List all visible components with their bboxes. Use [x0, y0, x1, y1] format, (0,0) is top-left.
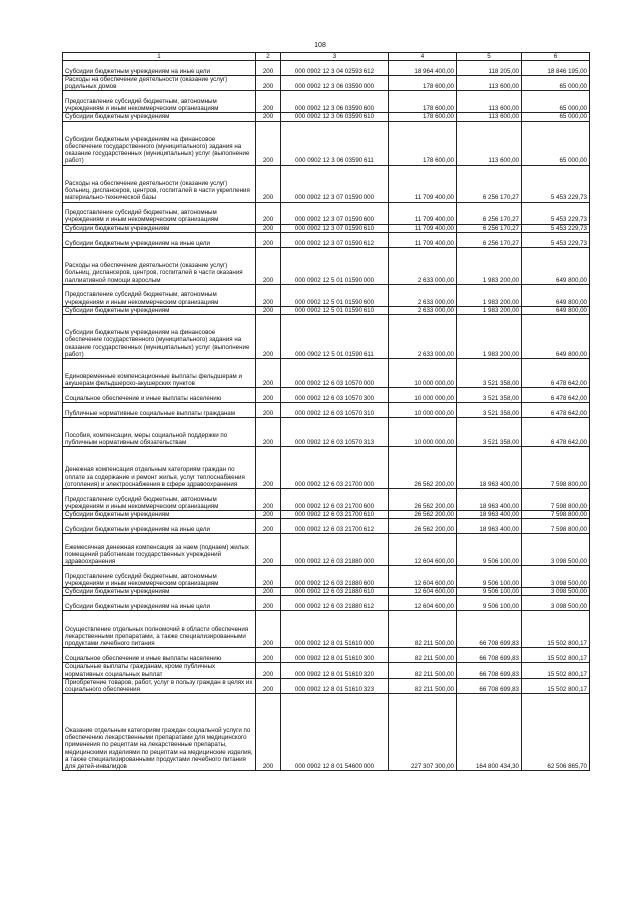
row-kbk-cell: 000 0902 12 6 03 21880 612 [281, 596, 389, 611]
approved-amount-cell: 12 604 600,00 [389, 596, 457, 611]
row-code-cell: 200 [256, 511, 281, 519]
table-row [63, 611, 590, 648]
row-name-cell: Денежная компенсация отдельным категориям граждан по оплате за содержание и ремонт жилья, услуг теплоснабжения (отопления) и электроснабжения в сфере здравоохранения [63, 447, 256, 489]
row-kbk-cell: 000 0902 12 8 01 51610 320 [281, 663, 389, 678]
remaining-amount-cell: 7 598 800,00 [522, 447, 590, 489]
approved-amount-cell: 2 633 000,00 [389, 315, 457, 359]
approved-amount-cell: 26 562 200,00 [389, 511, 457, 519]
row-kbk-cell: 000 0902 12 5 01 01590 600 [281, 284, 389, 306]
table-row [63, 284, 590, 306]
row-code-cell: 200 [256, 388, 281, 403]
approved-amount-cell: 12 604 600,00 [389, 588, 457, 596]
remaining-amount-cell: 5 453 229,73 [522, 165, 590, 202]
approved-amount-cell: 10 000 000,00 [389, 359, 457, 388]
table-row [63, 113, 590, 121]
approved-amount-cell: 2 633 000,00 [389, 306, 457, 314]
executed-amount-cell: 113 600,00 [457, 76, 522, 91]
executed-amount-cell: 118 205,00 [457, 61, 522, 76]
table-row [63, 247, 590, 284]
table-row [63, 403, 590, 418]
table-row [63, 489, 590, 511]
table-row [63, 596, 590, 611]
remaining-amount-cell: 65 000,00 [522, 91, 590, 113]
row-name-cell: Ежемесячная денежная компенсация за наем (поднаем) жилых помещений работникам государственных учреждений здравоохранения [63, 534, 256, 566]
table-row [63, 678, 590, 693]
table-row [63, 121, 590, 165]
approved-amount-cell: 178 600,00 [389, 121, 457, 165]
executed-amount-cell: 66 708 699,83 [457, 611, 522, 648]
row-code-cell: 200 [256, 61, 281, 76]
executed-amount-cell: 66 708 699,83 [457, 648, 522, 663]
approved-amount-cell: 18 964 400,00 [389, 61, 457, 76]
row-code-cell: 200 [256, 91, 281, 113]
row-name-cell: Субсидии бюджетным учреждениям [63, 588, 256, 596]
row-name-cell: Предоставление субсидий бюджетным, автономным учреждениям и иным некоммерческим организациям [63, 284, 256, 306]
row-code-cell: 200 [256, 534, 281, 566]
remaining-amount-cell: 5 453 229,73 [522, 224, 590, 232]
row-name-cell: Единовременные компенсационные выплаты фельдшерам и акушерам фельдшерско-акушерских пунктов [63, 359, 256, 388]
row-name-cell: Публичные нормативные социальные выплаты гражданам [63, 403, 256, 418]
row-name-cell: Расходы на обеспечение деятельности (оказание услуг) больниц, диспансеров, центров, госпиталей в части оказания паллиативной помощи взрослым [63, 247, 256, 284]
table-row [63, 418, 590, 447]
row-code-cell: 200 [256, 418, 281, 447]
remaining-amount-cell: 15 502 800,17 [522, 678, 590, 693]
row-code-cell: 200 [256, 596, 281, 611]
remaining-amount-cell: 649 800,00 [522, 247, 590, 284]
row-name-cell: Расходы на обеспечение деятельности (оказание услуг) больниц, диспансеров, центров, госпиталей в части укрепления материально-технической базы [63, 165, 256, 202]
table-row [63, 566, 590, 588]
approved-amount-cell: 11 709 400,00 [389, 202, 457, 224]
table-row [63, 61, 590, 76]
table-row [63, 224, 590, 232]
row-code-cell: 200 [256, 694, 281, 771]
remaining-amount-cell: 7 598 800,00 [522, 519, 590, 534]
row-kbk-cell: 000 0902 12 3 07 01590 610 [281, 224, 389, 232]
remaining-amount-cell: 15 502 800,17 [522, 611, 590, 648]
row-name-cell: Предоставление субсидий бюджетным, автономным учреждениям и иным некоммерческим организациям [63, 202, 256, 224]
approved-amount-cell: 26 562 200,00 [389, 447, 457, 489]
executed-amount-cell: 113 600,00 [457, 113, 522, 121]
table-row [63, 663, 590, 678]
row-name-cell: Субсидии бюджетным учреждениям [63, 306, 256, 314]
executed-amount-cell: 1 983 200,00 [457, 315, 522, 359]
executed-amount-cell: 9 506 100,00 [457, 596, 522, 611]
row-kbk-cell: 000 0902 12 6 03 21700 600 [281, 489, 389, 511]
approved-amount-cell: 178 600,00 [389, 76, 457, 91]
row-code-cell: 200 [256, 489, 281, 511]
row-kbk-cell: 000 0902 12 6 03 10570 310 [281, 403, 389, 418]
executed-amount-cell: 113 600,00 [457, 121, 522, 165]
column-header: 6 [522, 53, 590, 61]
table-row [63, 447, 590, 489]
executed-amount-cell: 3 521 358,00 [457, 359, 522, 388]
row-code-cell: 200 [256, 611, 281, 648]
remaining-amount-cell: 7 598 800,00 [522, 511, 590, 519]
row-name-cell: Субсидии бюджетным учреждениям [63, 511, 256, 519]
approved-amount-cell: 26 562 200,00 [389, 519, 457, 534]
column-header: 2 [256, 53, 281, 61]
row-code-cell: 200 [256, 202, 281, 224]
approved-amount-cell: 82 211 500,00 [389, 611, 457, 648]
executed-amount-cell: 18 963 400,00 [457, 489, 522, 511]
row-code-cell: 200 [256, 247, 281, 284]
remaining-amount-cell: 6 478 642,00 [522, 388, 590, 403]
table-row [63, 588, 590, 596]
executed-amount-cell: 1 983 200,00 [457, 284, 522, 306]
approved-amount-cell: 12 604 600,00 [389, 566, 457, 588]
page-number: 108 [314, 42, 326, 49]
remaining-amount-cell: 5 453 229,73 [522, 232, 590, 247]
row-name-cell: Социальные выплаты гражданам, кроме публичных нормативных социальных выплат [63, 663, 256, 678]
row-kbk-cell: 000 0902 12 6 03 21700 612 [281, 519, 389, 534]
row-name-cell: Субсидии бюджетным учреждениям [63, 224, 256, 232]
remaining-amount-cell: 6 478 642,00 [522, 359, 590, 388]
row-name-cell: Социальное обеспечение и иные выплаты населению [63, 648, 256, 663]
row-name-cell: Осуществление отдельных полномочий в области обеспечения лекарственными препаратами, а также специализированными продуктами лечебного питания [63, 611, 256, 648]
row-kbk-cell: 000 0902 12 6 03 10570 300 [281, 388, 389, 403]
remaining-amount-cell: 15 502 800,17 [522, 648, 590, 663]
row-kbk-cell: 000 0902 12 6 03 21880 610 [281, 588, 389, 596]
table-row [63, 165, 590, 202]
executed-amount-cell: 18 963 400,00 [457, 447, 522, 489]
row-kbk-cell: 000 0902 12 8 01 51610 323 [281, 678, 389, 693]
table-row [63, 534, 590, 566]
approved-amount-cell: 2 633 000,00 [389, 284, 457, 306]
row-kbk-cell: 000 0902 12 3 06 03590 000 [281, 76, 389, 91]
remaining-amount-cell: 18 846 195,00 [522, 61, 590, 76]
executed-amount-cell: 18 963 400,00 [457, 511, 522, 519]
column-header: 4 [389, 53, 457, 61]
column-header: 1 [63, 53, 256, 61]
table-row [63, 359, 590, 388]
row-code-cell: 200 [256, 165, 281, 202]
row-code-cell: 200 [256, 76, 281, 91]
executed-amount-cell: 9 506 100,00 [457, 588, 522, 596]
row-name-cell: Субсидии бюджетным учреждениям на иные цели [63, 596, 256, 611]
executed-amount-cell: 66 708 699,83 [457, 663, 522, 678]
row-name-cell: Субсидии бюджетным учреждениям на иные цели [63, 61, 256, 76]
row-kbk-cell: 000 0902 12 3 06 03590 610 [281, 113, 389, 121]
table-row [63, 232, 590, 247]
row-name-cell: Предоставление субсидий бюджетным, автономным учреждениям и иным некоммерческим организациям [63, 91, 256, 113]
remaining-amount-cell: 62 506 865,70 [522, 694, 590, 771]
row-code-cell: 200 [256, 566, 281, 588]
row-code-cell: 200 [256, 284, 281, 306]
approved-amount-cell: 10 000 000,00 [389, 388, 457, 403]
approved-amount-cell: 12 604 600,00 [389, 534, 457, 566]
remaining-amount-cell: 649 800,00 [522, 315, 590, 359]
table-row [63, 306, 590, 314]
row-kbk-cell: 000 0902 12 6 03 21700 000 [281, 447, 389, 489]
approved-amount-cell: 227 307 300,00 [389, 694, 457, 771]
row-name-cell: Субсидии бюджетным учреждениям [63, 113, 256, 121]
executed-amount-cell: 6 256 170,27 [457, 165, 522, 202]
row-code-cell: 200 [256, 648, 281, 663]
row-kbk-cell: 000 0902 12 6 03 21700 610 [281, 511, 389, 519]
row-kbk-cell: 000 0902 12 8 01 54600 000 [281, 694, 389, 771]
remaining-amount-cell: 65 000,00 [522, 121, 590, 165]
row-name-cell: Оказание отдельным категориям граждан социальной услуги по обеспечению лекарственными препаратами для медицинского применения по рецептам на лекарственные препараты, медицинскими изделиями по рецептам на медицинские изделия, а также специализированными продуктами лечебного питания для детей-инвалидов [63, 694, 256, 771]
row-code-cell: 200 [256, 447, 281, 489]
row-name-cell: Приобретение товаров, работ, услуг в пользу граждан в целях их социального обеспечения [63, 678, 256, 693]
approved-amount-cell: 178 600,00 [389, 113, 457, 121]
executed-amount-cell: 3 521 358,00 [457, 403, 522, 418]
executed-amount-cell: 66 708 699,83 [457, 678, 522, 693]
executed-amount-cell: 6 256 170,27 [457, 202, 522, 224]
row-code-cell: 200 [256, 403, 281, 418]
table-row [63, 388, 590, 403]
executed-amount-cell: 6 256 170,27 [457, 232, 522, 247]
row-name-cell: Субсидии бюджетным учреждениям на финансовое обеспечение государственного (муниципального) задания на оказание государственных (муниципальных) услуг (выполнение работ) [63, 315, 256, 359]
remaining-amount-cell: 3 098 500,00 [522, 596, 590, 611]
row-kbk-cell: 000 0902 12 3 07 01590 612 [281, 232, 389, 247]
row-kbk-cell: 000 0902 12 6 03 21880 600 [281, 566, 389, 588]
row-code-cell: 200 [256, 232, 281, 247]
row-name-cell: Расходы на обеспечение деятельности (оказание услуг) родильных домов [63, 76, 256, 91]
row-code-cell: 200 [256, 224, 281, 232]
column-header: 3 [281, 53, 389, 61]
approved-amount-cell: 11 709 400,00 [389, 224, 457, 232]
approved-amount-cell: 10 000 000,00 [389, 403, 457, 418]
row-kbk-cell: 000 0902 12 6 03 10570 313 [281, 418, 389, 447]
row-kbk-cell: 000 0902 12 3 04 02593 612 [281, 61, 389, 76]
approved-amount-cell: 11 709 400,00 [389, 165, 457, 202]
table-row [63, 694, 590, 771]
column-number-row [63, 53, 590, 61]
executed-amount-cell: 113 600,00 [457, 91, 522, 113]
approved-amount-cell: 82 211 500,00 [389, 678, 457, 693]
row-code-cell: 200 [256, 315, 281, 359]
row-code-cell: 200 [256, 678, 281, 693]
remaining-amount-cell: 65 000,00 [522, 76, 590, 91]
row-code-cell: 200 [256, 359, 281, 388]
table-row [63, 76, 590, 91]
executed-amount-cell: 6 256 170,27 [457, 224, 522, 232]
row-code-cell: 200 [256, 519, 281, 534]
row-name-cell: Предоставление субсидий бюджетным, автономным учреждениям и иным некоммерческим организациям [63, 489, 256, 511]
row-kbk-cell: 000 0902 12 3 07 01590 600 [281, 202, 389, 224]
table-row [63, 315, 590, 359]
row-code-cell: 200 [256, 306, 281, 314]
executed-amount-cell: 164 800 434,30 [457, 694, 522, 771]
row-name-cell: Субсидии бюджетным учреждениям на финансовое обеспечение государственного (муниципального) задания на оказание государственных (муниципальных) услуг (выполнение работ) [63, 121, 256, 165]
row-kbk-cell: 000 0902 12 3 06 03590 611 [281, 121, 389, 165]
executed-amount-cell: 9 506 100,00 [457, 566, 522, 588]
table-row [63, 519, 590, 534]
approved-amount-cell: 178 600,00 [389, 91, 457, 113]
row-name-cell: Пособия, компенсации, меры социальной поддержки по публичным нормативным обязательствам [63, 418, 256, 447]
executed-amount-cell: 18 963 400,00 [457, 519, 522, 534]
row-name-cell: Социальное обеспечение и иные выплаты населению [63, 388, 256, 403]
row-code-cell: 200 [256, 113, 281, 121]
approved-amount-cell: 2 633 000,00 [389, 247, 457, 284]
row-name-cell: Предоставление субсидий бюджетным, автономным учреждениям и иным некоммерческим организациям [63, 566, 256, 588]
executed-amount-cell: 1 983 200,00 [457, 247, 522, 284]
remaining-amount-cell: 6 478 642,00 [522, 403, 590, 418]
table-row [63, 202, 590, 224]
approved-amount-cell: 10 000 000,00 [389, 418, 457, 447]
row-kbk-cell: 000 0902 12 5 01 01590 611 [281, 315, 389, 359]
table-row [63, 511, 590, 519]
remaining-amount-cell: 5 453 229,73 [522, 202, 590, 224]
remaining-amount-cell: 649 800,00 [522, 284, 590, 306]
row-kbk-cell: 000 0902 12 3 07 01590 000 [281, 165, 389, 202]
row-kbk-cell: 000 0902 12 3 06 03590 600 [281, 91, 389, 113]
executed-amount-cell: 9 506 100,00 [457, 534, 522, 566]
row-kbk-cell: 000 0902 12 8 01 51610 000 [281, 611, 389, 648]
remaining-amount-cell: 7 598 800,00 [522, 489, 590, 511]
row-name-cell: Субсидии бюджетным учреждениям на иные цели [63, 519, 256, 534]
row-kbk-cell: 000 0902 12 5 01 01590 000 [281, 247, 389, 284]
remaining-amount-cell: 3 098 500,00 [522, 588, 590, 596]
row-code-cell: 200 [256, 121, 281, 165]
row-name-cell: Субсидии бюджетным учреждениям на иные цели [63, 232, 256, 247]
column-header: 5 [457, 53, 522, 61]
remaining-amount-cell: 3 098 500,00 [522, 566, 590, 588]
executed-amount-cell: 3 521 358,00 [457, 388, 522, 403]
approved-amount-cell: 82 211 500,00 [389, 648, 457, 663]
approved-amount-cell: 11 709 400,00 [389, 232, 457, 247]
executed-amount-cell: 1 983 200,00 [457, 306, 522, 314]
executed-amount-cell: 3 521 358,00 [457, 418, 522, 447]
budget-table [62, 52, 590, 771]
remaining-amount-cell: 649 800,00 [522, 306, 590, 314]
approved-amount-cell: 82 211 500,00 [389, 663, 457, 678]
remaining-amount-cell: 3 098 500,00 [522, 534, 590, 566]
row-code-cell: 200 [256, 663, 281, 678]
row-kbk-cell: 000 0902 12 5 01 01590 610 [281, 306, 389, 314]
remaining-amount-cell: 15 502 800,17 [522, 663, 590, 678]
approved-amount-cell: 26 562 200,00 [389, 489, 457, 511]
table-row [63, 648, 590, 663]
row-code-cell: 200 [256, 588, 281, 596]
row-kbk-cell: 000 0902 12 8 01 51610 300 [281, 648, 389, 663]
row-kbk-cell: 000 0902 12 6 03 10570 000 [281, 359, 389, 388]
remaining-amount-cell: 6 478 642,00 [522, 418, 590, 447]
remaining-amount-cell: 65 000,00 [522, 113, 590, 121]
row-kbk-cell: 000 0902 12 6 03 21880 000 [281, 534, 389, 566]
table-row [63, 91, 590, 113]
